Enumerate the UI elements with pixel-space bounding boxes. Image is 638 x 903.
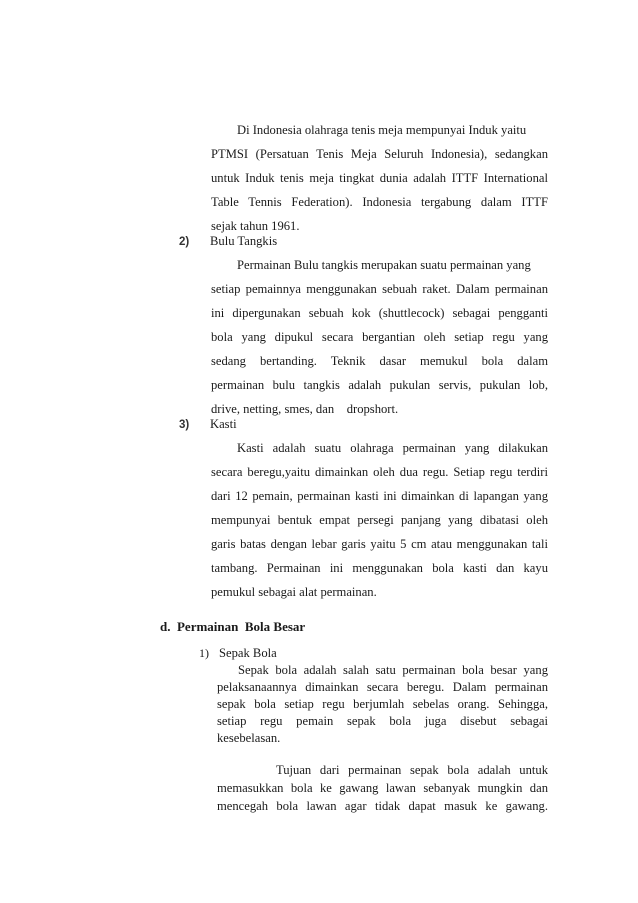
paragraph-line: PTMSI (Persatuan Tenis Meja Seluruh Indonesia), sedangkan [211, 147, 548, 161]
paragraph-line: Kasti adalah suatu olahraga permainan yang dilakukan [237, 441, 548, 455]
paragraph-line: setiap pemainnya menggunakan sebuah raket. Dalam permainan [211, 282, 548, 296]
paragraph-line: mempunyai bentuk empat persegi panjang yang dibatasi oleh [211, 513, 548, 527]
list-item-title: Bulu Tangkis [210, 234, 278, 248]
paragraph-line: Sepak bola adalah salah satu permainan bola besar yang [238, 663, 548, 677]
section-heading: d. Permainan Bola Besar [160, 619, 306, 634]
paragraph-line: Tujuan dari permainan sepak bola adalah untuk [276, 763, 548, 777]
paragraph-line: mencegah bola lawan agar tidak dapat masuk ke gawang. [217, 799, 548, 813]
paragraph-line: secara beregu,yaitu dimainkan oleh dua regu. Setiap regu terdiri [211, 465, 548, 479]
paragraph-line: permainan bulu tangkis adalah pukulan servis, pukulan lob, [211, 378, 548, 392]
paragraph-line: bola yang dipukul secara bergantian oleh setiap regu yang [211, 330, 548, 344]
paragraph-line: sepak bola setiap regu berjumlah sebelas orang. Sehingga, [217, 697, 548, 711]
paragraph-line: Table Tennis Federation). Indonesia tergabung dalam ITTF [211, 195, 548, 209]
paragraph-line: dari 12 pemain, permainan kasti ini dimainkan di lapangan yang [211, 489, 548, 503]
list-number: 3) [179, 419, 190, 431]
paragraph-line: sedang bertanding. Teknik dasar memukul bola dalam [211, 354, 548, 368]
paragraph-line: untuk Induk tenis meja tingkat dunia adalah ITTF International [211, 171, 548, 185]
paragraph-line: setiap regu pemain sepak bola juga disebut sebagai [217, 714, 548, 728]
paragraph-line: sejak tahun 1961. [211, 219, 300, 233]
list-number: 2) [179, 236, 190, 248]
list-item-title: Kasti [210, 417, 237, 431]
paragraph-line: drive, netting, smes, dan dropshort. [211, 402, 399, 416]
paragraph-line: Di Indonesia olahraga tenis meja mempunyai Induk yaitu [237, 123, 527, 137]
list-item-title: Sepak Bola [219, 646, 277, 660]
paragraph-line: ini dipergunakan sebuah kok (shuttlecock) sebagai pengganti [211, 306, 548, 320]
paragraph-line: garis batas dengan lebar garis yaitu 5 cm atau menggunakan tali [211, 537, 548, 551]
list-number: 1) [199, 646, 209, 660]
paragraph-line: memasukkan bola ke gawang lawan sebanyak mungkin dan [217, 781, 548, 795]
paragraph-line: tambang. Permainan ini menggunakan bola kasti dan kayu [211, 561, 548, 575]
paragraph-line: pelaksanaannya dimainkan secara beregu. Dalam permainan [217, 680, 548, 694]
paragraph-line: kesebelasan. [217, 731, 281, 745]
paragraph-line: pemukul sebagai alat permainan. [211, 585, 377, 599]
paragraph-line: Permainan Bulu tangkis merupakan suatu permainan yang [237, 258, 531, 272]
